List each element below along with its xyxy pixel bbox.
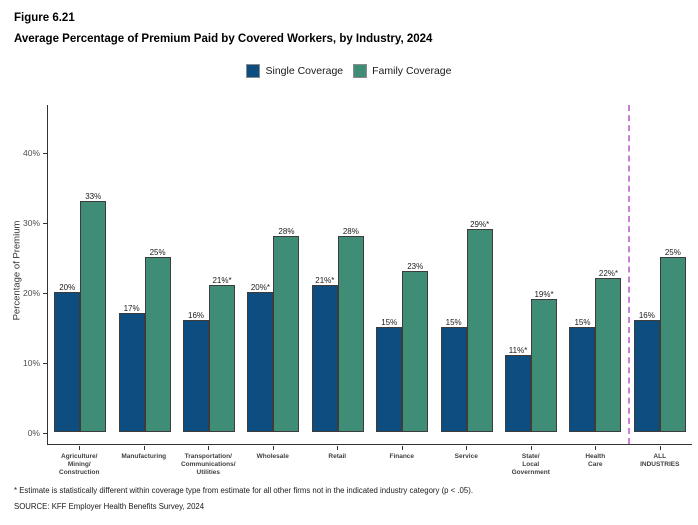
bar-value-label: 20% (59, 283, 76, 292)
legend-label: Single Coverage (265, 65, 344, 77)
bar-value-label: 16% (188, 311, 205, 320)
bar-value-label: 11%* (508, 346, 528, 355)
bar-value-label: 25% (149, 248, 166, 257)
bar-value-label: 22%* (598, 269, 619, 278)
y-tick (28, 428, 47, 438)
y-tick (23, 288, 47, 298)
bar-value-label: 16% (638, 311, 655, 320)
bar-value-label: 28% (278, 227, 295, 236)
footnotes (14, 486, 473, 518)
x-axis-label: Retail (305, 445, 370, 477)
source-line: SOURCE: KFF Employer Health Benefits Survey, 2024 (14, 502, 205, 511)
bar-value-label: 15% (381, 318, 398, 327)
bar-family-coverage (402, 262, 428, 432)
x-tick-mark (595, 446, 596, 450)
estimate-footnote: * Estimate is statistically different within coverage type from estimate for all other firms not in the indicated industry category (p < .05). (14, 486, 473, 495)
x-axis-label: Service (434, 445, 499, 477)
bar-value-label: 17% (123, 304, 140, 313)
x-tick-mark (273, 446, 274, 450)
x-tick-mark (660, 446, 661, 450)
bar-group (112, 105, 176, 444)
bar-value-label: 21%* (212, 276, 232, 285)
y-tick-label: 30% (22, 218, 40, 228)
bar-single-coverage (569, 318, 595, 432)
x-tick-mark (144, 446, 145, 450)
legend (0, 64, 698, 78)
bar-single-coverage (634, 311, 660, 432)
y-tick (23, 218, 47, 228)
bar-family-coverage (467, 220, 493, 432)
x-tick-mark (208, 446, 209, 450)
bar-family-coverage (338, 227, 364, 432)
x-axis-label: ALL INDUSTRIES (628, 445, 693, 477)
y-tick (23, 358, 47, 368)
bar-group (177, 105, 241, 444)
x-tick-mark (79, 446, 80, 450)
y-tick-label: 20% (22, 288, 40, 298)
bar-value-label: 29%* (470, 220, 490, 229)
x-tick-mark (337, 446, 338, 450)
y-tick (23, 148, 47, 158)
bar-single-coverage (441, 318, 467, 432)
bar-value-label: 23% (407, 262, 424, 271)
plot-area (47, 105, 692, 445)
bar-family-coverage (595, 269, 621, 432)
single-coverage-swatch (246, 64, 260, 78)
y-axis-ticks (0, 105, 47, 445)
figure-number: Figure 6.21 (14, 12, 75, 24)
bar-family-coverage (209, 276, 235, 432)
bar-value-label: 25% (664, 248, 681, 257)
page-title: Average Percentage of Premium Paid by Covered Workers, by Industry, 2024 (14, 33, 433, 45)
bar-value-label: 15% (445, 318, 462, 327)
bar-value-label: 15% (574, 318, 591, 327)
legend-item-family-coverage (353, 64, 451, 78)
bar-single-coverage (247, 283, 273, 432)
y-tick-label: 10% (22, 358, 40, 368)
bar-single-coverage (119, 304, 145, 432)
x-tick-mark (466, 446, 467, 450)
y-axis-title: Percentage of Premium (11, 220, 23, 321)
legend-label: Family Coverage (372, 65, 452, 77)
x-axis-label: State/ Local Government (499, 445, 564, 477)
bar-family-coverage (273, 227, 299, 432)
bar-value-label: 19%* (534, 290, 554, 299)
title-block (14, 12, 432, 45)
bar-chart (0, 105, 698, 480)
bar-group (306, 105, 370, 444)
bar-single-coverage (312, 276, 338, 432)
bar-value-label: 33% (85, 192, 102, 201)
legend-item-single-coverage (246, 64, 343, 78)
bar-single-coverage (54, 283, 80, 432)
x-axis-label: Wholesale (241, 445, 306, 477)
bar-value-label: 28% (342, 227, 359, 236)
bar-single-coverage (376, 318, 402, 432)
bar-family-coverage (660, 248, 686, 432)
y-tick-label: 40% (22, 148, 40, 158)
x-axis-label: Manufacturing (112, 445, 177, 477)
family-coverage-swatch (353, 64, 367, 78)
bar-group (563, 105, 627, 444)
bar-single-coverage (183, 311, 209, 432)
bar-group (241, 105, 305, 444)
x-tick-mark (402, 446, 403, 450)
x-axis-label: Health Care (563, 445, 628, 477)
bar-group (628, 105, 692, 444)
x-labels (47, 445, 692, 477)
bar-value-label: 20%* (250, 283, 270, 292)
x-axis-label: Transportation/ Communications/ Utilities (176, 445, 241, 477)
x-tick-mark (531, 446, 532, 450)
bar-family-coverage (145, 248, 171, 432)
bar-single-coverage (505, 346, 531, 432)
bar-family-coverage (80, 192, 106, 432)
bar-group (434, 105, 498, 444)
x-axis-label: Agriculture/ Mining/ Construction (47, 445, 112, 477)
all-industries-separator-line (628, 105, 630, 444)
y-tick-label: 0% (27, 428, 40, 438)
bar-group (499, 105, 563, 444)
bar-group (48, 105, 112, 444)
x-axis-label: Finance (370, 445, 435, 477)
bar-group (370, 105, 434, 444)
bar-value-label: 21%* (315, 276, 335, 285)
bar-family-coverage (531, 290, 557, 432)
